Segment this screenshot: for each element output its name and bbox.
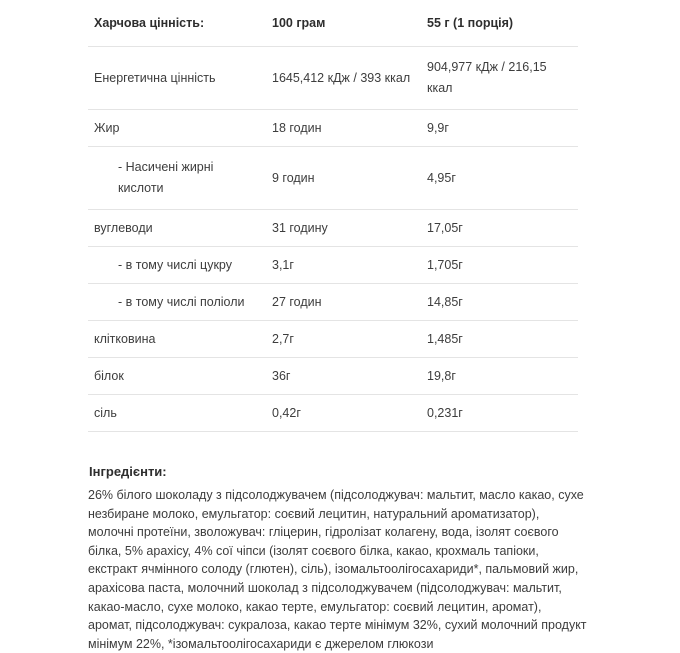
nutrient-name: сіль <box>88 395 266 432</box>
nutrient-name: - в тому числі поліоли <box>88 284 266 321</box>
nutrient-per-serving: 17,05г <box>421 210 578 247</box>
table-row <box>88 284 578 321</box>
nutrient-per-100g: 2,7г <box>266 321 421 358</box>
nutrient-name: білок <box>88 358 266 395</box>
ingredients-text: 26% білого шоколаду з підсолоджувачем (підсолоджувач: мальтит, масло какао, сухе незбиране молоко, емульгатор: соєвий лецитин, натуральний ароматизатор), молочні протеїни, зволожувач: гліцерин, гідролізат колагену, вода, ізолят соєвого білка, 5% арахісу, 4% сої чіпси (ізолят соєвого білка, какао, крохмаль тапіоки, екстракт ячмінного солоду (глютен), сіль), ізомальтоолігосахариди*, пальмовий жир, арахісова паста, молочний шоколад з підсолоджувачем (підсолоджувач: мальтит, какао-масло, сухе молоко, какао терте, емульгатор: соєвий лецитин, аромат), аромат, підсолоджувач: сукралоза, какао терте мінімум 32%, сухий молочний продукт мінімум 22%, *ізомальтоолігосахариди є джерелом глюкози <box>88 488 587 651</box>
table-row <box>88 47 578 110</box>
nutrient-name: вуглеводи <box>88 210 266 247</box>
nutrient-per-serving: 0,231г <box>421 395 578 432</box>
nutrient-per-100g: 36г <box>266 358 421 395</box>
header-nutrition-value: Харчова цінність: <box>88 0 266 47</box>
nutrient-per-serving: 4,95г <box>421 147 578 210</box>
nutrient-per-100g: 0,42г <box>266 395 421 432</box>
nutrient-per-serving: 1,705г <box>421 247 578 284</box>
nutrient-per-100g: 27 годин <box>266 284 421 321</box>
table-row <box>88 247 578 284</box>
nutrient-per-serving: 19,8г <box>421 358 578 395</box>
table-row <box>88 358 578 395</box>
nutrient-per-serving: 14,85г <box>421 284 578 321</box>
product-details <box>88 0 588 653</box>
table-row <box>88 395 578 432</box>
nutrient-per-100g: 18 годин <box>266 110 421 147</box>
nutrient-per-100g: 9 годин <box>266 147 421 210</box>
nutrient-name: Жир <box>88 110 266 147</box>
nutrition-table <box>88 0 578 432</box>
nutrient-name: Енергетична цінність <box>88 47 266 110</box>
table-row <box>88 321 578 358</box>
nutrient-per-100g: 31 годину <box>266 210 421 247</box>
header-per-100g: 100 грам <box>266 0 421 47</box>
nutrient-per-100g: 1645,412 кДж / 393 ккал <box>266 47 421 110</box>
nutrient-per-serving: 904,977 кДж / 216,15 ккал <box>421 47 578 110</box>
ingredients-title: Інгредієнти: <box>89 464 167 479</box>
table-row <box>88 147 578 210</box>
nutrient-per-serving: 1,485г <box>421 321 578 358</box>
header-per-serving: 55 г (1 порція) <box>421 0 578 47</box>
nutrition-header-row <box>88 0 578 47</box>
nutrient-name: клітковина <box>88 321 266 358</box>
nutrient-per-serving: 9,9г <box>421 110 578 147</box>
table-row <box>88 110 578 147</box>
table-row <box>88 210 578 247</box>
nutrient-per-100g: 3,1г <box>266 247 421 284</box>
nutrient-name: - Насичені жирні кислоти <box>88 147 266 210</box>
nutrient-name: - в тому числі цукру <box>88 247 266 284</box>
